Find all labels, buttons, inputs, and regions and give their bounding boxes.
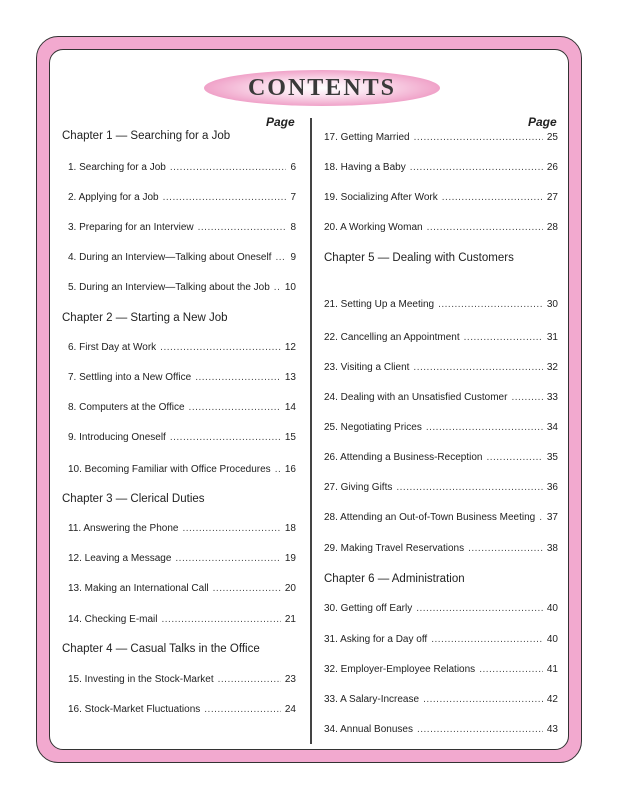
toc-entry: [62, 614, 296, 630]
toc-entry-title: 32. Employer-Employee Relations: [324, 664, 476, 675]
dot-leader: [160, 342, 281, 353]
toc-entry: [62, 222, 296, 238]
toc-entry-title: 33. A Salary-Increase: [324, 694, 420, 705]
dot-leader: [414, 132, 543, 143]
toc-page-number: 32: [546, 362, 558, 373]
toc-page-number: 23: [284, 674, 296, 685]
toc-entry: [324, 222, 558, 238]
dot-leader: [410, 162, 543, 173]
toc-page-number: 38: [546, 543, 558, 554]
toc-entry: [62, 342, 296, 358]
chapter-title: Chapter 1 — Searching for a Job: [62, 130, 231, 142]
toc-entry: [324, 543, 558, 559]
toc-entry-title: 15. Investing in the Stock-Market: [68, 674, 214, 685]
toc-entry: [324, 603, 558, 619]
toc-entry: [62, 464, 296, 480]
toc-entry: [324, 332, 558, 348]
toc-page-number: 37: [546, 512, 558, 523]
dot-leader: [479, 664, 543, 675]
chapter-title: Chapter 3 — Clerical Duties: [62, 493, 205, 505]
toc-entry: [62, 432, 296, 448]
page-heading-left: Page: [266, 115, 295, 129]
page-title: CONTENTS: [247, 75, 397, 101]
toc-entry: [62, 162, 296, 178]
toc-entry: [62, 402, 296, 418]
dot-leader: [468, 543, 543, 554]
toc-entry: [62, 523, 296, 539]
toc-page-number: 30: [546, 299, 558, 310]
toc-entry-title: 23. Visiting a Client: [324, 362, 410, 373]
toc-entry: [62, 704, 296, 720]
toc-entry: [324, 392, 558, 408]
toc-entry: [62, 583, 296, 599]
toc-entry-title: 20. A Working Woman: [324, 222, 423, 233]
chapter-title: Chapter 2 — Starting a New Job: [62, 312, 228, 324]
dot-leader: [426, 422, 543, 433]
dot-leader: [163, 192, 287, 203]
dot-leader: [511, 392, 542, 403]
dot-leader: [275, 464, 281, 475]
toc-page-number: 24: [284, 704, 296, 715]
toc-page-number: 10: [284, 282, 296, 293]
toc-entry-title: 16. Stock-Market Fluctuations: [68, 704, 201, 715]
chapter-heading: [324, 573, 558, 589]
toc-entry-title: 7. Settling into a New Office: [68, 372, 192, 383]
toc-entry-title: 1. Searching for a Job: [68, 162, 166, 173]
toc-page-number: 16: [284, 464, 296, 475]
toc-entry: [62, 674, 296, 690]
toc-page-number: 31: [546, 332, 558, 343]
toc-entry-title: 12. Leaving a Message: [68, 553, 172, 564]
chapter-heading: [62, 312, 296, 328]
toc-page-number: 9: [290, 252, 296, 263]
toc-page-number: 40: [546, 634, 558, 645]
toc-entry-title: 34. Annual Bonuses: [324, 724, 413, 735]
toc-entry: [324, 634, 558, 650]
toc-entry-title: 30. Getting off Early: [324, 603, 413, 614]
dot-leader: [416, 603, 543, 614]
dot-leader: [274, 282, 281, 293]
dot-leader: [539, 512, 543, 523]
toc-page-number: 20: [284, 583, 296, 594]
toc-entry-title: 13. Making an International Call: [68, 583, 209, 594]
toc-entry-title: 3. Preparing for an Interview: [68, 222, 194, 233]
toc-entry: [62, 372, 296, 388]
toc-page-number: 19: [284, 553, 296, 564]
chapter-title: Chapter 6 — Administration: [324, 573, 465, 585]
dot-leader: [204, 704, 281, 715]
toc-page-number: 40: [546, 603, 558, 614]
dot-leader: [464, 332, 543, 343]
chapter-heading: [324, 252, 558, 268]
dot-leader: [438, 299, 543, 310]
page-frame: [36, 36, 582, 763]
chapter-title: Chapter 4 — Casual Talks in the Office: [62, 643, 260, 655]
toc-entry: [62, 282, 296, 298]
toc-entry-title: 22. Cancelling an Appointment: [324, 332, 460, 343]
dot-leader: [198, 222, 287, 233]
chapter-heading: [62, 493, 296, 509]
toc-entry: [324, 724, 558, 740]
dot-leader: [442, 192, 543, 203]
toc-page-number: 7: [290, 192, 296, 203]
toc-entry: [62, 192, 296, 208]
toc-entry-title: 27. Giving Gifts: [324, 482, 393, 493]
toc-entry-title: 17. Getting Married: [324, 132, 410, 143]
toc-entry-title: 5. During an Interview—Talking about the Job: [68, 282, 270, 293]
toc-entry: [324, 482, 558, 498]
toc-page-number: 28: [546, 222, 558, 233]
toc-entry-title: 8. Computers at the Office: [68, 402, 185, 413]
toc-entry: [324, 162, 558, 178]
toc-entry-title: 24. Dealing with an Unsatisfied Customer: [324, 392, 508, 403]
toc-page-number: 6: [290, 162, 296, 173]
toc-entry-title: 19. Socializing After Work: [324, 192, 438, 203]
toc-page-number: 8: [290, 222, 296, 233]
toc-entry-title: 2. Applying for a Job: [68, 192, 159, 203]
dot-leader: [170, 432, 281, 443]
toc-entry-title: 9. Introducing Oneself: [68, 432, 166, 443]
toc-entry: [324, 192, 558, 208]
toc-entry: [324, 664, 558, 680]
toc-entry-title: 11. Answering the Phone: [68, 523, 179, 534]
toc-page-number: 43: [546, 724, 558, 735]
toc-page-number: 14: [284, 402, 296, 413]
dot-leader: [182, 523, 280, 534]
dot-leader: [170, 162, 287, 173]
toc-page-number: 12: [284, 342, 296, 353]
dot-leader: [431, 634, 543, 645]
toc-page-number: 33: [546, 392, 558, 403]
toc-entry: [62, 553, 296, 569]
dot-leader: [396, 482, 543, 493]
toc-page-number: 41: [546, 664, 558, 675]
toc-entry-title: 28. Attending an Out-of-Town Business Meeting: [324, 512, 536, 523]
column-divider: [310, 118, 312, 744]
toc-page-number: 27: [546, 192, 558, 203]
dot-leader: [275, 252, 286, 263]
toc-page-number: 35: [546, 452, 558, 463]
toc-entry-title: 10. Becoming Familiar with Office Procedures: [68, 464, 271, 475]
toc-entry-title: 26. Attending a Business-Reception: [324, 452, 483, 463]
dot-leader: [161, 614, 280, 625]
toc-entry-title: 18. Having a Baby: [324, 162, 406, 173]
toc-entry: [324, 452, 558, 468]
toc-entry: [324, 512, 558, 528]
toc-entry: [324, 132, 558, 148]
toc-entry-title: 4. During an Interview—Talking about Oneself: [68, 252, 272, 263]
dot-leader: [218, 674, 281, 685]
toc-entry-title: 14. Checking E-mail: [68, 614, 158, 625]
dot-leader: [213, 583, 281, 594]
toc-entry-title: 25. Negotiating Prices: [324, 422, 422, 433]
toc-page-number: 21: [284, 614, 296, 625]
toc-entry: [62, 252, 296, 268]
toc-entry: [324, 362, 558, 378]
chapter-title: Chapter 5 — Dealing with Customers: [324, 252, 514, 264]
toc-page-number: 25: [546, 132, 558, 143]
toc-page-number: 15: [284, 432, 296, 443]
dot-leader: [189, 402, 281, 413]
toc-page-number: 42: [546, 694, 558, 705]
dot-leader: [417, 724, 543, 735]
toc-entry-title: 31. Asking for a Day off: [324, 634, 428, 645]
dot-leader: [413, 362, 542, 373]
toc-entry: [324, 694, 558, 710]
toc-page-number: 26: [546, 162, 558, 173]
toc-entry: [324, 299, 558, 315]
contents-panel: [49, 49, 569, 750]
toc-entry-title: 21. Setting Up a Meeting: [324, 299, 435, 310]
toc-entry: [324, 422, 558, 438]
dot-leader: [486, 452, 542, 463]
toc-page-number: 13: [284, 372, 296, 383]
toc-page-number: 36: [546, 482, 558, 493]
toc-page-number: 34: [546, 422, 558, 433]
toc-entry-title: 29. Making Travel Reservations: [324, 543, 465, 554]
dot-leader: [195, 372, 281, 383]
dot-leader: [423, 694, 543, 705]
toc-entry-title: 6. First Day at Work: [68, 342, 157, 353]
chapter-heading: [62, 130, 296, 146]
dot-leader: [175, 553, 280, 564]
dot-leader: [427, 222, 543, 233]
page-heading-right: Page: [528, 115, 557, 129]
toc-page-number: 18: [284, 523, 296, 534]
chapter-heading: [62, 643, 296, 659]
